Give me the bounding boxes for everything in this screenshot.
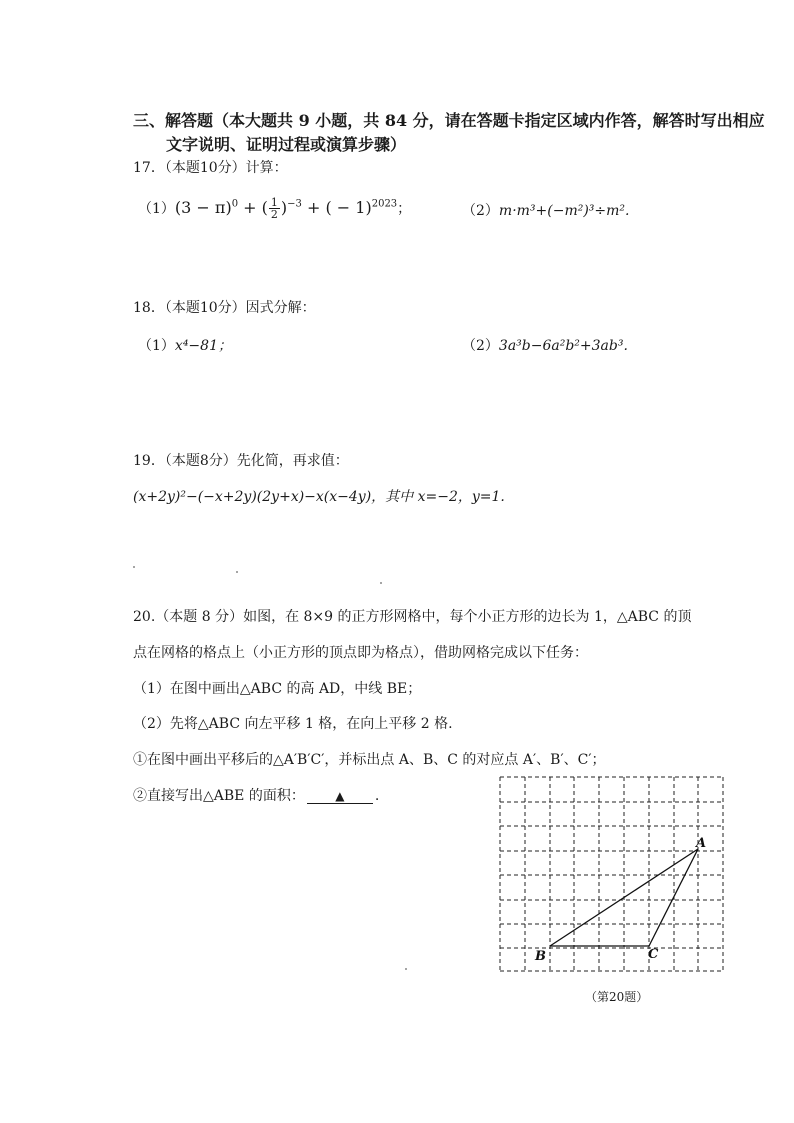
q20-task2: （2）先将△ABC 向左平移 1 格，在向上平移 2 格. (133, 716, 453, 732)
label-a: A (696, 836, 707, 851)
scan-speck (236, 571, 238, 573)
q17-part2-label: （2） (462, 203, 499, 219)
fraction-one-half: $\frac{1}{2}$ (270, 196, 278, 221)
answer-blank[interactable] (307, 789, 373, 804)
q18-part2-label: （2） (462, 338, 499, 354)
q18-part1-label: （1） (138, 338, 175, 354)
section-title-line1: 三、解答题（本大题共 9 小题，共 84 分，请在答题卡指定区域内作答，解答时写出相应 (133, 111, 765, 130)
q17-part1-label: （1） (138, 201, 175, 217)
scan-speck (405, 968, 407, 970)
grid (500, 777, 723, 971)
section-title-line2: 文字说明、证明过程或演算步骤） (166, 135, 407, 154)
q17-part1-expr: $(3 - \pi)^0$ + ( $\frac{1}{2}$ )$^{-3}$ + ( − 1)$^{2023}$ (174, 196, 398, 221)
label-c: C (648, 947, 659, 962)
q20-line2: 点在网格的格点上（小正方形的顶点即为格点），借助网格完成以下任务： (133, 645, 588, 661)
q17-header: 17．（本题10分）计算： (133, 160, 288, 176)
q17-part2-expr: m·m³+(−m²)³÷m². (498, 203, 630, 219)
q17-part2 (462, 200, 630, 220)
q19-header: 19．（本题8分）先化简，再求值： (133, 453, 349, 469)
q18-part1-expr: x⁴−81； (174, 338, 232, 354)
q18-part2 (462, 335, 628, 355)
q20-figure (490, 770, 730, 1010)
q18-part2-expr: 3a³b−6a²b²+3ab³. (498, 338, 628, 354)
figure-caption: （第20题） (585, 990, 649, 1004)
q19-expression: (x+2y)²−(−x+2y)(2y+x)−x(x−4y)，其中 x=−2，y=1. (133, 489, 505, 505)
label-b: B (535, 949, 546, 964)
q20-line1: 20.（本题 8 分）如图，在 8×9 的正方形网格中，每个小正方形的边长为 1，△ABC 的顶 (133, 609, 692, 625)
scan-speck (133, 566, 135, 568)
q18-part1 (138, 335, 232, 355)
scan-speck (380, 582, 382, 584)
q20-task2b: ②直接写出△ABE 的面积： ▲ . (133, 788, 380, 804)
q20-task1: （1）在图中画出△ABC 的高 AD，中线 BE； (133, 681, 422, 697)
q17-part1: $(1)(3 - \pi)^0$ + ( $\frac{1}{2}$ )$^{-3}$ + ( − 1)$^{2023}$； (138, 196, 412, 221)
triangle-marker-icon: ▲ (335, 789, 345, 803)
q18-header: 18．（本题10分）因式分解： (133, 300, 316, 316)
q20-task2a: ①在图中画出平移后的△A′B′C′，并标出点 A、B、C 的对应点 A′、B′、C′； (133, 752, 606, 768)
